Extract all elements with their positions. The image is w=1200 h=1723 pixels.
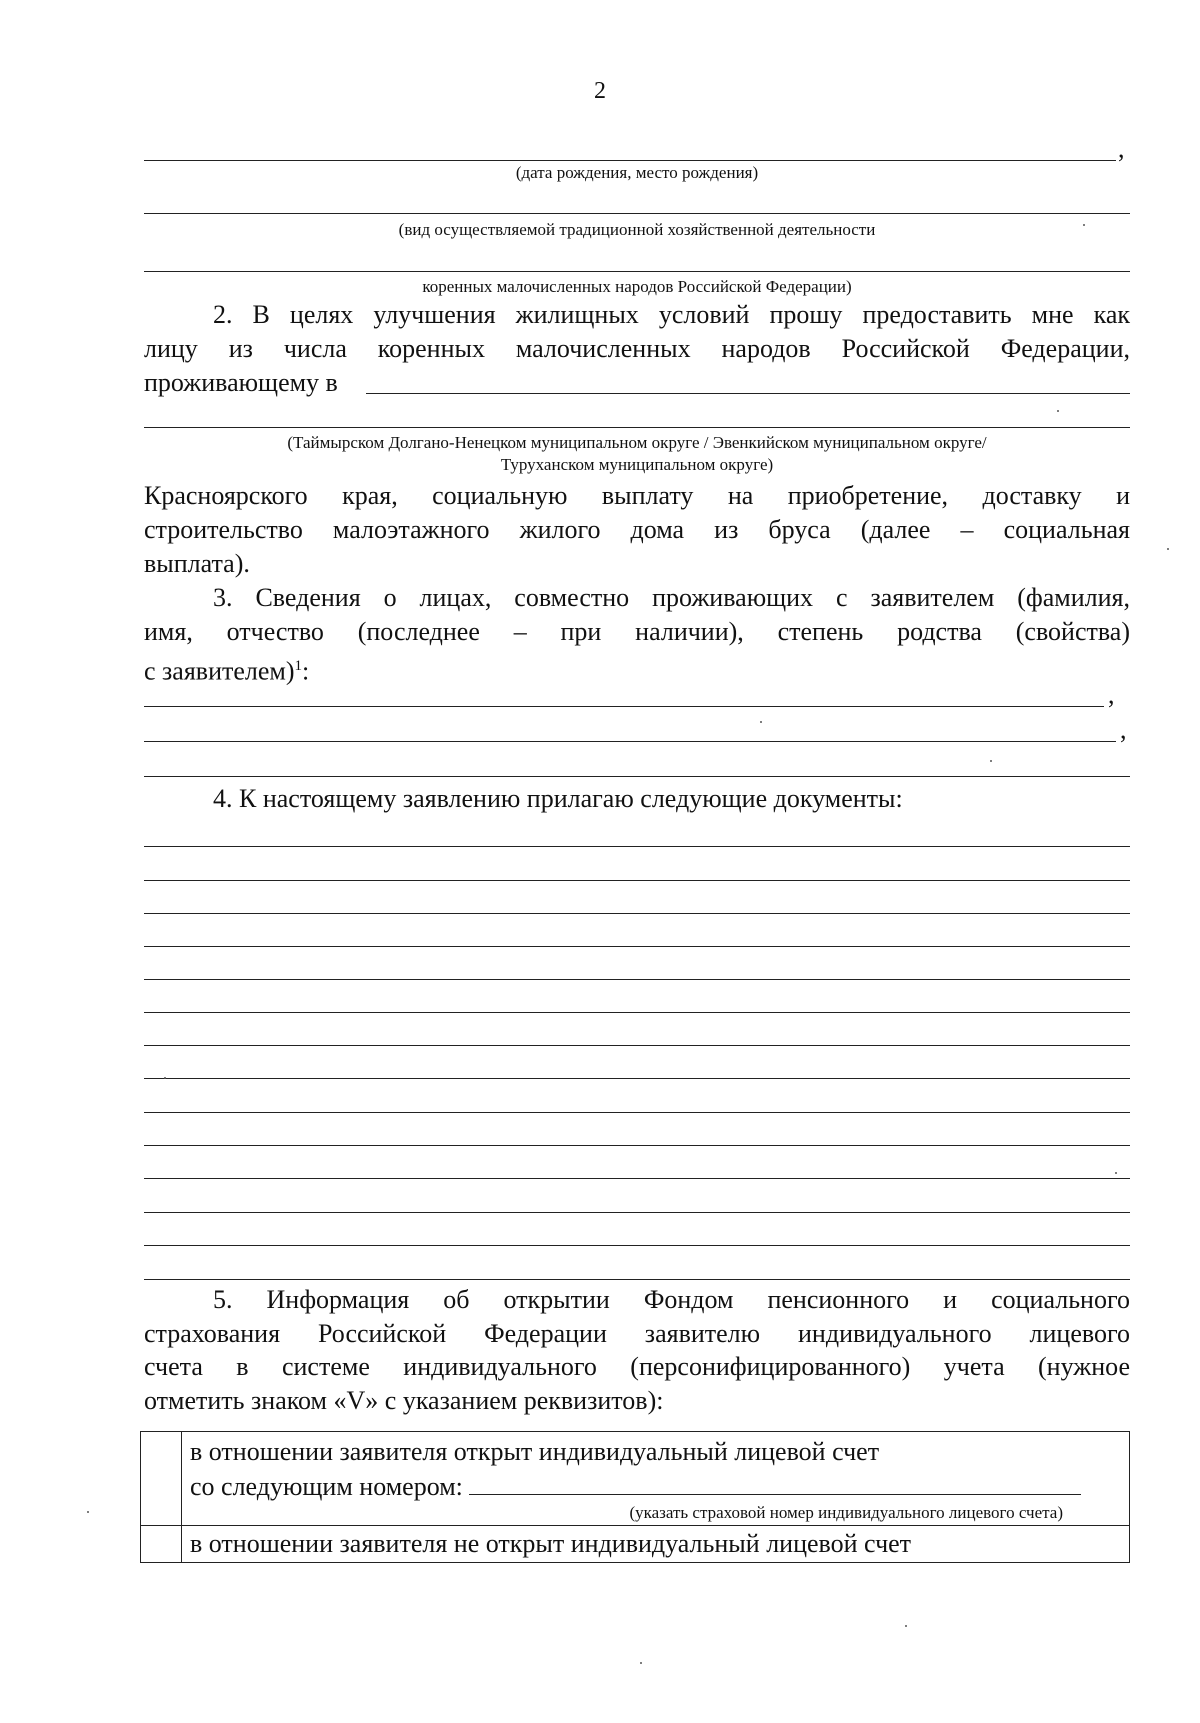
item3-line3	[144, 649, 309, 689]
scan-speck	[905, 1625, 907, 1627]
item2-cont2: строительство малоэтажного жилого дома из бруса (далее – социальная	[144, 515, 1130, 544]
document-line[interactable]	[144, 946, 1130, 947]
option-not-open-cell	[182, 1526, 1130, 1563]
document-line[interactable]	[144, 1279, 1130, 1280]
caption-district-1: (Таймырском Долгано-Ненецком муниципальном округе / Эвенкийском муниципальном округе/	[287, 433, 987, 452]
document-line[interactable]	[144, 846, 1130, 847]
option-open-label: со следующим номером:	[190, 1472, 463, 1501]
option-not-open-text: в отношении заявителя не открыт индивидуальный лицевой счет	[190, 1529, 912, 1558]
account-options-table	[140, 1431, 1130, 1563]
birth-fill-line[interactable]	[144, 160, 1116, 161]
document-line[interactable]	[144, 880, 1130, 881]
item2-line3: проживающему в	[144, 368, 338, 397]
scan-speck	[1115, 1172, 1117, 1174]
account-number-field[interactable]	[469, 1468, 1081, 1495]
document-line[interactable]	[144, 1245, 1130, 1246]
comma: ,	[1118, 134, 1125, 163]
checkbox-cell-open[interactable]	[141, 1432, 182, 1526]
page-number: 2	[594, 78, 606, 104]
item2-cont1: Красноярского края, социальную выплату на приобретение, доставку и	[144, 481, 1130, 510]
comma: ,	[1108, 680, 1115, 709]
scan-speck	[1167, 548, 1169, 550]
cohabitant-line-2[interactable]	[144, 741, 1116, 742]
item5-line2: страхования Российской Федерации заявителю индивидуального лицевого	[144, 1319, 1130, 1348]
cohabitant-line-3[interactable]	[144, 776, 1130, 777]
scan-speck	[640, 1662, 642, 1664]
scan-speck	[1083, 224, 1085, 226]
item4-text: 4. К настоящему заявлению прилагаю следующие документы:	[213, 784, 903, 813]
caption-birth: (дата рождения, место рождения)	[515, 163, 759, 182]
option-open-line1: в отношении заявителя открыт индивидуальный лицевой счет	[190, 1437, 880, 1466]
residence-fill-line-2[interactable]	[144, 427, 1130, 428]
caption-activity-2: коренных малочисленных народов Российской Федерации)	[422, 277, 852, 296]
item2-cont3: выплата).	[144, 549, 250, 578]
document-line[interactable]	[144, 1145, 1130, 1146]
activity-fill-line-1[interactable]	[144, 213, 1130, 214]
item3-colon: :	[302, 656, 310, 686]
document-line[interactable]	[144, 1212, 1130, 1213]
document-line[interactable]	[144, 1078, 1130, 1079]
scan-speck	[990, 760, 992, 762]
comma: ,	[1120, 715, 1127, 744]
document-line[interactable]	[144, 1178, 1130, 1179]
option-row-not-open	[141, 1526, 1130, 1563]
item2-line2: лицу из числа коренных малочисленных народов Российской Федерации,	[144, 334, 1130, 363]
checkbox-cell-not-open[interactable]	[141, 1526, 182, 1563]
item5-line3: счета в системе индивидуального (персонифицированного) учета (нужное	[144, 1352, 1130, 1381]
item2-line1: 2. В целях улучшения жилищных условий прошу предоставить мне как	[213, 300, 1130, 329]
caption-district-2: Туруханском муниципальном округе)	[500, 455, 774, 474]
caption-account-number: (указать страховой номер индивидуального лицевого счета)	[629, 1503, 1063, 1522]
item5-line4: отметить знаком «V» с указанием реквизитов):	[144, 1386, 664, 1415]
document-line[interactable]	[144, 1012, 1130, 1013]
document-line[interactable]	[144, 1112, 1130, 1113]
option-row-open	[141, 1432, 1130, 1526]
footnote-mark: 1	[294, 658, 303, 674]
document-line[interactable]	[144, 1045, 1130, 1046]
caption-activity-1: (вид осуществляемой традиционной хозяйственной деятельности	[398, 220, 876, 239]
scan-speck	[164, 1077, 166, 1079]
cohabitant-line-1[interactable]	[144, 706, 1104, 707]
option-open-line2	[190, 1468, 1123, 1503]
item5-line1: 5. Информация об открытии Фондом пенсионного и социального	[213, 1285, 1130, 1314]
document-line[interactable]	[144, 979, 1130, 980]
residence-fill-line-1[interactable]	[366, 393, 1130, 394]
item3-line2: имя, отчество (последнее – при наличии), степень родства (свойства)	[144, 617, 1130, 646]
scan-speck	[760, 721, 762, 723]
scan-speck	[1057, 410, 1059, 412]
document-line[interactable]	[144, 913, 1130, 914]
activity-fill-line-2[interactable]	[144, 271, 1130, 272]
item3-line3-text: с заявителем)	[144, 656, 295, 686]
option-open-cell	[182, 1432, 1130, 1526]
item3-line1: 3. Сведения о лицах, совместно проживающих с заявителем (фамилия,	[213, 583, 1130, 612]
scan-speck	[87, 1511, 89, 1513]
